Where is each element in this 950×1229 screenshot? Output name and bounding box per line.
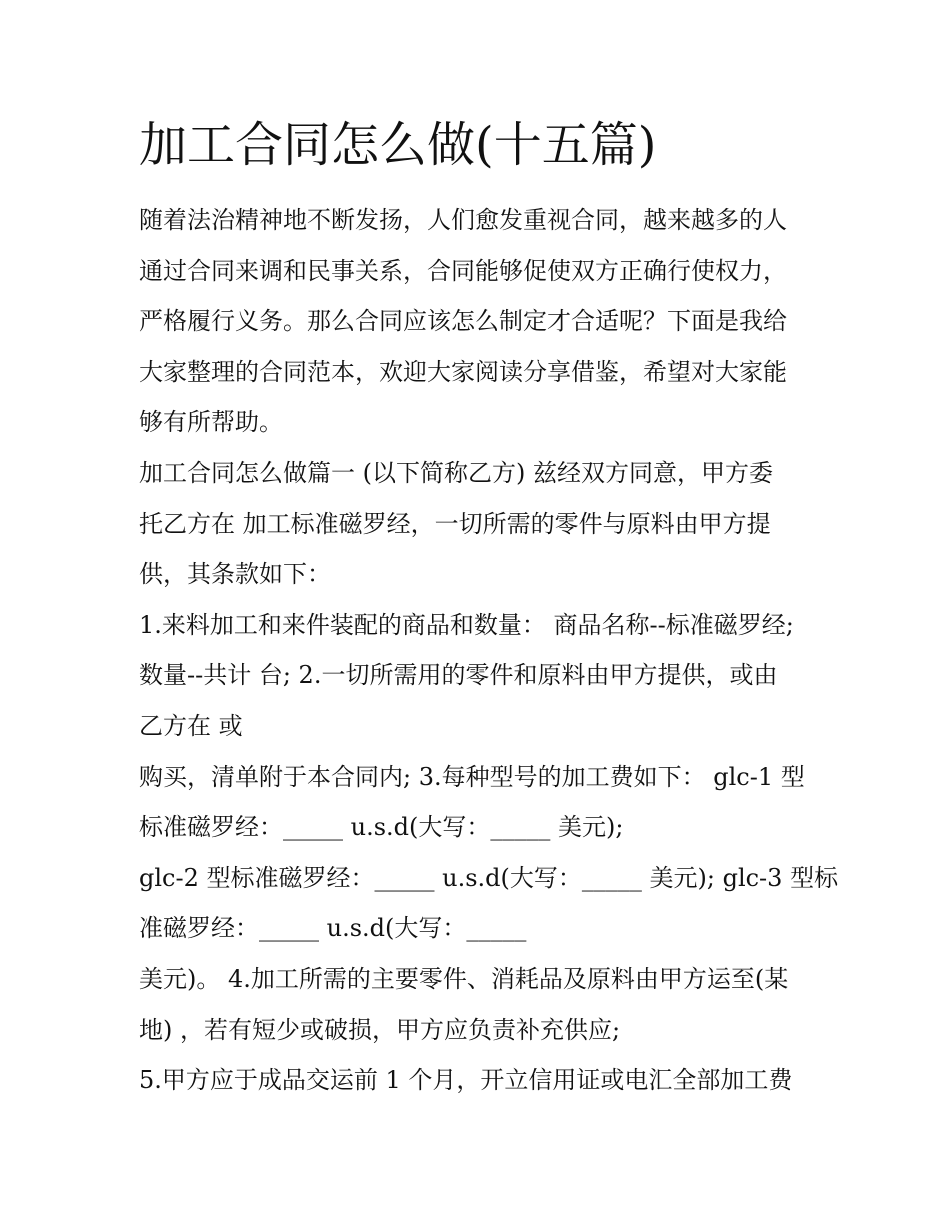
document-title: 加工合同怎么做(十五篇)	[139, 117, 657, 173]
body-line: 加工合同怎么做篇一 (以下简称乙方) 兹经双方同意，甲方委	[139, 458, 773, 487]
body-line: 乙方在 或	[139, 711, 243, 740]
body-line: 托乙方在 加工标准磁罗经，一切所需的零件与原料由甲方提	[139, 509, 771, 538]
body-line: glc-2 型标准磁罗经：_____ u.s.d(大写：_____ 美元); glc-3 型标	[139, 863, 839, 892]
body-line: 供，其条款如下：	[139, 560, 331, 589]
body-line: 地) ，若有短少或破损，甲方应负责补充供应;	[139, 1015, 621, 1044]
body-line: 美元)。 4.加工所需的主要零件、消耗品及原料由甲方运至(某	[139, 964, 789, 993]
body-line: 大家整理的合同范本，欢迎大家阅读分享借鉴，希望对大家能	[139, 357, 787, 386]
body-line: 购买，清单附于本合同内; 3.每种型号的加工费如下： glc-1 型	[139, 762, 805, 791]
body-line: 严格履行义务。那么合同应该怎么制定才合适呢？下面是我给	[139, 307, 787, 336]
body-line: 准磁罗经：_____ u.s.d(大写：_____	[139, 914, 527, 943]
document-body	[139, 195, 839, 1106]
body-line: 够有所帮助。	[139, 408, 283, 437]
body-line: 标准磁罗经：_____ u.s.d(大写：_____ 美元);	[139, 813, 624, 842]
body-line: 通过合同来调和民事关系，合同能够促使双方正确行使权力，	[139, 256, 787, 285]
body-line: 5.甲方应于成品交运前 1 个月，开立信用证或电汇全部加工费	[139, 1066, 793, 1095]
body-line: 数量--共计 台; 2.一切所需用的零件和原料由甲方提供，或由	[139, 661, 778, 690]
body-line: 随着法治精神地不断发扬，人们愈发重视合同，越来越多的人	[139, 206, 787, 234]
body-line: 1.来料加工和来件装配的商品和数量： 商品名称--标准磁罗经;	[139, 610, 794, 639]
